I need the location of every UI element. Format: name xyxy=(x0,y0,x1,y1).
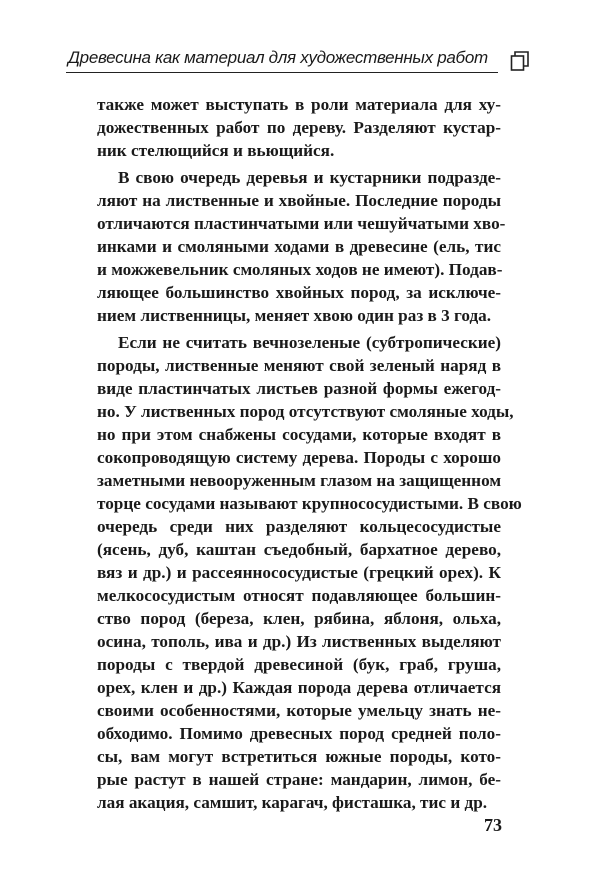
paragraph xyxy=(97,166,506,327)
text-line: своими особенностями, которые умельцу знать не- xyxy=(97,701,501,720)
text-line: но при этом снабжены сосудами, которые входят в xyxy=(97,425,501,444)
text-line: ство пород (береза, клен, рябина, яблоня, ольха, xyxy=(97,609,501,628)
text-line: торце сосудами называют крупнососудистыми. В свою xyxy=(97,494,522,513)
text-line: ник стелющийся и вьющийся. xyxy=(97,141,335,160)
text-line: осина, тополь, ива и др.) Из лиственных выделяют xyxy=(97,632,501,651)
text-line: Если не считать вечнозеленые (субтропические) xyxy=(118,333,501,352)
book-pages-icon xyxy=(510,50,530,72)
text-line: очередь среди них разделяют кольцесосудистые xyxy=(97,517,501,536)
text-line: орех, клен и др.) Каждая порода дерева отличается xyxy=(97,678,501,697)
paragraph xyxy=(97,331,522,814)
text-line: и можжевельник смоляных ходов не имеют). Подав- xyxy=(97,260,503,279)
text-line: ляющее большинство хвойных пород, за исключе- xyxy=(97,283,501,302)
text-line: вяз и др.) и рассеяннососудистые (грецкий орех). К xyxy=(97,563,501,582)
text-line: мелкососудистым относят подавляющее большин- xyxy=(97,586,501,605)
body-text xyxy=(97,93,522,818)
running-header xyxy=(66,44,498,73)
text-line: виде пластинчатых листьев разной формы ежегод- xyxy=(97,379,501,398)
text-line: заметными невооруженным глазом на защищенном xyxy=(97,471,502,490)
text-line: сокопроводящую систему дерева. Породы с хорошо xyxy=(97,448,501,467)
text-line: породы с твердой древесиной (бук, граб, груша, xyxy=(97,655,501,674)
page-number: 73 xyxy=(484,815,502,835)
paragraph xyxy=(97,93,501,162)
text-line: В свою очередь деревья и кустарники подразде- xyxy=(118,168,501,187)
text-line: но. У лиственных пород отсутствуют смоляные ходы, xyxy=(97,402,514,421)
text-line: лая акация, самшит, карагач, фисташка, тис и др. xyxy=(97,793,488,812)
text-line: ляют на лиственные и хвойные. Последние породы xyxy=(97,191,501,210)
text-line: (ясень, дуб, каштан съедобный, бархатное дерево, xyxy=(97,540,501,559)
running-header-title: Древесина как материал для художественных работ xyxy=(68,48,488,67)
text-line: также может выступать в роли материала для ху- xyxy=(97,95,501,114)
text-line: нием лиственницы, меняет хвою один раз в 3 года. xyxy=(97,306,492,325)
text-line: породы, лиственные меняют свой зеленый наряд в xyxy=(97,356,501,375)
text-line: дожественных работ по дереву. Разделяют кустар- xyxy=(97,118,501,137)
text-line: отличаются пластинчатыми или чешуйчатыми хво- xyxy=(97,214,506,233)
text-line: рые растут в нашей стране: мандарин, лимон, бе- xyxy=(97,770,501,789)
text-line: обходимо. Помимо древесных пород средней поло- xyxy=(97,724,501,743)
text-line: инками и смоляными ходами в древесине (ель, тис xyxy=(97,237,501,256)
text-line: сы, вам могут встретиться южные породы, кото- xyxy=(97,747,501,766)
